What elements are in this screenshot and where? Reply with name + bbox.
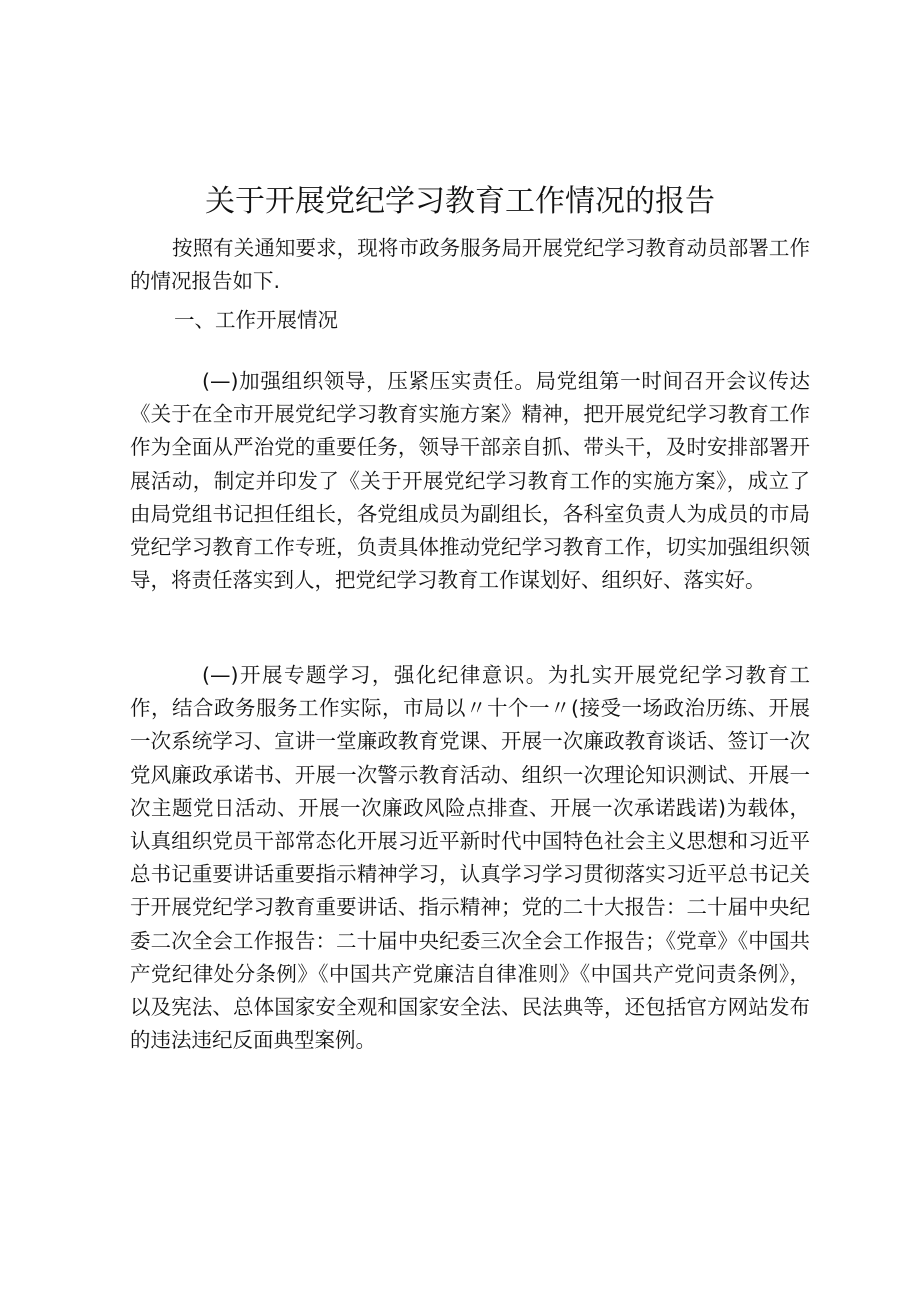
paragraph-thematic-study: (—)开展专题学习，强化纪律意识。为扎实开展党纪学习教育工作，结合政务服务工作实际，市局以〃十个一〃(接受一场政治历练、开展一次系统学习、宣讲一堂廉政教育党课、开展一次廉政教育谈话、签订一次党风廉政承诺书、开展一次警示教育活动、组织一次理论知识测试、开展一次主题党日活动、开展一次廉政风险点排查、开展一次承诺践诺)为载体，认真组织党员干部常态化开展习近平新时代中国特色社会主义思想和习近平总书记重要讲话重要指示精神学习，认真学习学习贯彻落实习近平总书记关于开展党纪学习教育重要讲话、指示精神；党的二十大报告：二十届中央纪委二次全会工作报告：二十届中央纪委三次全会工作报告；《党章》《中国共产党纪律处分条例》《中国共产党廉洁自律准则》《中国共产党问责条例》，以及宪法、总体国家安全观和国家安全法、民法典等，还包括官方网站发布的违法违纪反面典型案例。 [130,663,810,1053]
intro-paragraph: 按照有关通知要求，现将市政务服务局开展党纪学习教育动员部署工作的情况报告如下. [130,236,810,294]
paragraph-organization-leadership: (—)加强组织领导，压紧压实责任。局党组第一时间召开会议传达《关于在全市开展党纪学习教育实施方案》精神，把开展党纪学习教育工作作为全面从严治党的重要任务，领导干部亲自抓、带头干，及时安排部署开展活动，制定并印发了《关于开展党纪学习教育工作的实施方案》，成立了由局党组书记担任组长，各党组成员为副组长，各科室负责人为成员的市局党纪学习教育工作专班，负责具体推动党纪学习教育工作，切实加强组织领导，将责任落实到人，把党纪学习教育工作谋划好、组织好、落实好。 [130,369,810,593]
document-title: 关于开展党纪学习教育工作情况的报告 [205,184,715,219]
section-heading: 一、工作开展情况 [174,308,338,332]
